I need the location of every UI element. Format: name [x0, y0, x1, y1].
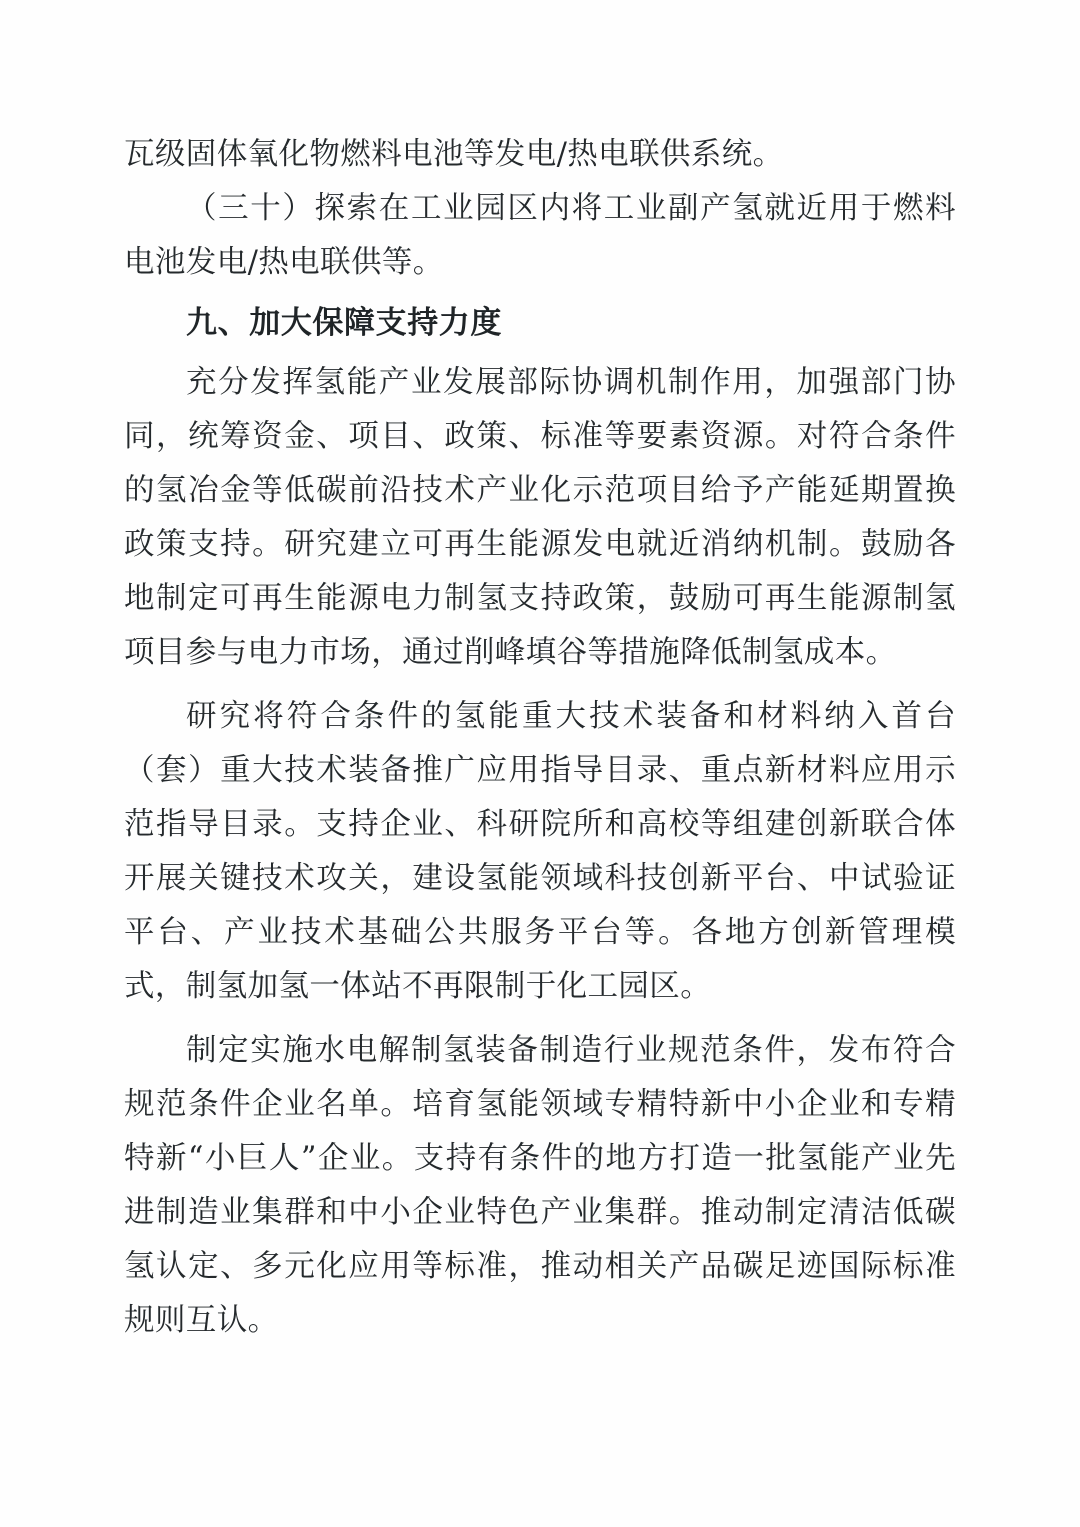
spacer-para-2: [124, 1014, 956, 1024]
paragraph-support-2: 研究将符合条件的氢能重大技术装备和材料纳入首台（套）重大技术装备推广应用指导目录、重点新材料应用示范指导目录。支持企业、科研院所和高校等组建创新联合体开展关键技术攻关，建设氢能领域科技创新平台、中试验证平台、产业技术基础公共服务平台等。各地方创新管理模式，制氢加氢一体站不再限制于化工园区。: [124, 699, 956, 1004]
paragraph-support-3: 制定实施水电解制氢装备制造行业规范条件，发布符合规范条件企业名单。培育氢能领域专精特新中小企业和专精特新“小巨人”企业。支持有条件的地方打造一批氢能产业先进制造业集群和中小企业特色产业集群。推动制定清洁低碳氢认定、多元化应用等标准，推动相关产品碳足迹国际标准规则互认。: [124, 1033, 956, 1338]
document-body: [124, 128, 956, 1348]
paragraph-item-30: （三十）探索在工业园区内将工业副产氢就近用于燃料电池发电/热电联供等。: [124, 191, 956, 280]
paragraph-continuation: 瓦级固体氧化物燃料电池等发电/热电联供系统。: [124, 137, 784, 172]
section-heading-nine: 九、加大保障支持力度: [186, 305, 502, 341]
paragraph-support-1: 充分发挥氢能产业发展部际协调机制作用，加强部门协同，统筹资金、项目、政策、标准等要素资源。对符合条件的氢冶金等低碳前沿技术产业化示范项目给予产能延期置换政策支持。研究建立可再生能源发电就近消纳机制。鼓励各地制定可再生能源电力制氢支持政策，鼓励可再生能源制氢项目参与电力市场，通过削峰填谷等措施降低制氢成本。: [124, 365, 956, 670]
spacer-para-1: [124, 680, 956, 690]
